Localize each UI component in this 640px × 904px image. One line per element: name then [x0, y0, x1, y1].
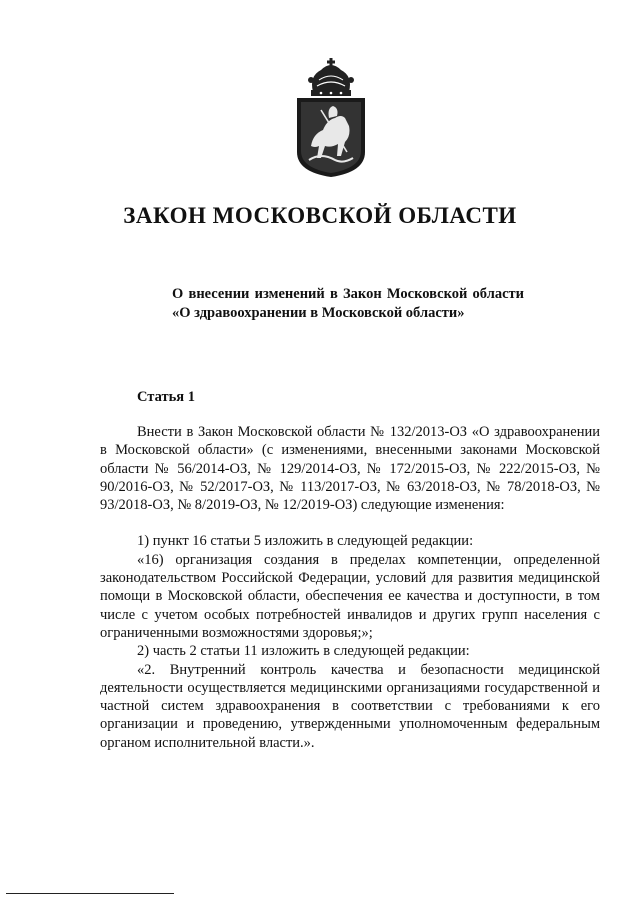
paragraph-item-1-text: «16) организация создания в пределах компетенции, определенной законодательством Российской Федерации, условий для развития медицинской помощи в Московской области, обеспечения ее качества и доступности, в том числе с учетом особых потребностей инвалидов и других групп населения с ограниченными возможностями здоровья;»; — [100, 551, 600, 641]
footnote-divider — [6, 893, 174, 894]
shield-icon — [297, 98, 365, 177]
paragraph-item-1: 1) пункт 16 статьи 5 изложить в следующей редакции: — [137, 533, 474, 550]
article-heading: Статья 1 — [137, 389, 195, 405]
crown-icon — [308, 58, 354, 96]
law-title: ЗАКОН МОСКОВСКОЙ ОБЛАСТИ — [123, 203, 517, 228]
paragraph-item-2-text: «2. Внутренний контроль качества и безопасности медицинской деятельности осуществляется медицинскими организациями государственной и частной систем здравоохранения в соответствии с требованиями к его организации и проведению, утвержденными уполномоченным федеральным органом исполнительной власти.». — [100, 661, 600, 751]
paragraph-intro: Внести в Закон Московской области № 132/2013-ОЗ «О здравоохранении в Московской области» (с изменениями, внесенными законами Московской области № 56/2014-ОЗ, № 129/2014-ОЗ, № 172/2015-ОЗ, № 222/2015-ОЗ, № 90/2016-ОЗ, № 52/2017-ОЗ, № 113/2017-ОЗ, № 63/2018-ОЗ, № 78/2018-ОЗ, № 93/2018-ОЗ, № 8/2019-ОЗ, № 12/2019-ОЗ) следующие изменения: — [100, 424, 600, 514]
law-subtitle: О внесении изменений в Закон Московской области «О здравоохранении в Московской области» — [172, 286, 524, 321]
article-body — [100, 423, 600, 752]
coat-of-arms-icon — [291, 56, 371, 178]
paragraph-item-2: 2) часть 2 статьи 11 изложить в следующей редакции: — [137, 643, 470, 660]
